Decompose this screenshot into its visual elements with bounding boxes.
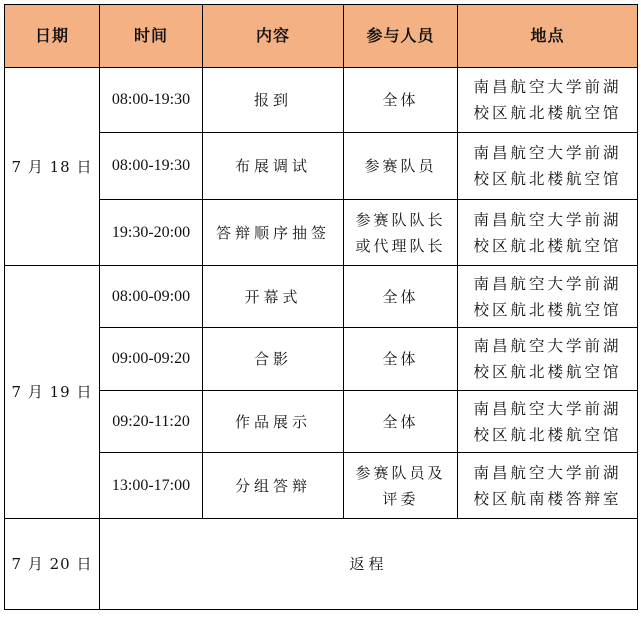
location-cell: [458, 68, 638, 133]
header-participants: 参与人员: [344, 5, 458, 68]
location-line: 校区航北楼航空馆: [473, 104, 622, 122]
location-cell: [458, 391, 638, 453]
header-content: 内容: [203, 5, 344, 68]
location-cell: [458, 133, 638, 200]
location-cell: [458, 200, 638, 266]
header-time: 时间: [100, 5, 203, 68]
location-line: 校区航北楼航空馆: [473, 425, 622, 444]
table-row: [5, 133, 638, 200]
content-cell: 答辩顺序抽签: [203, 200, 344, 266]
time-cell: 09:00-09:20: [100, 328, 203, 391]
header-location: 地点: [458, 5, 638, 68]
location-line: 校区航北楼航空馆: [473, 300, 622, 319]
location-line: 校区航南楼答辩室: [473, 489, 622, 508]
participants-cell: [344, 68, 458, 133]
location-cell: [458, 266, 638, 328]
location-line: 南昌航空大学前湖: [473, 274, 622, 293]
participants-line: 全体: [382, 412, 419, 431]
location-cell: [458, 328, 638, 391]
table-row: [5, 519, 638, 610]
participants-line: 参赛队队长: [355, 210, 446, 229]
participants-cell: [344, 200, 458, 266]
participants-cell: [344, 453, 458, 519]
table-row: [5, 328, 638, 391]
participants-cell: [344, 391, 458, 453]
content-cell: 合影: [203, 328, 344, 391]
header-row: [5, 5, 638, 68]
header-date: 日期: [5, 5, 100, 68]
table-row: [5, 200, 638, 266]
date-cell: 7 月 19 日: [5, 266, 100, 519]
time-cell: 08:00-19:30: [100, 133, 203, 200]
participants-line: 评委: [382, 489, 419, 508]
location-line: 南昌航空大学前湖: [473, 144, 622, 162]
participants-line: 参赛队员及: [355, 463, 446, 482]
table-row: [5, 68, 638, 133]
location-line: 南昌航空大学前湖: [473, 210, 622, 229]
time-cell: 08:00-19:30: [100, 68, 203, 133]
location-line: 校区航北楼航空馆: [473, 363, 622, 381]
content-cell: 分组答辩: [203, 453, 344, 519]
content-cell: 开幕式: [203, 266, 344, 328]
participants-line: 参赛队员: [364, 157, 437, 175]
time-cell: 19:30-20:00: [100, 200, 203, 266]
time-cell: 13:00-17:00: [100, 453, 203, 519]
table-row: [5, 453, 638, 519]
participants-line: 全体: [382, 350, 419, 368]
location-line: 校区航北楼航空馆: [473, 170, 622, 188]
location-line: 南昌航空大学前湖: [473, 337, 622, 355]
location-line: 校区航北楼航空馆: [473, 236, 622, 255]
schedule-table: [4, 4, 638, 610]
content-cell: 报到: [203, 68, 344, 133]
date-cell: 7 月 18 日: [5, 68, 100, 266]
participants-cell: [344, 133, 458, 200]
participants-cell: [344, 328, 458, 391]
location-line: 南昌航空大学前湖: [473, 78, 622, 96]
time-cell: 09:20-11:20: [100, 391, 203, 453]
location-line: 南昌航空大学前湖: [473, 399, 622, 418]
content-cell: 作品展示: [203, 391, 344, 453]
location-line: 南昌航空大学前湖: [473, 463, 622, 482]
table-row: [5, 266, 638, 328]
date-cell: 7 月 20 日: [5, 519, 100, 610]
return-trip-cell: 返程: [100, 519, 638, 610]
participants-line: 全体: [382, 287, 419, 306]
table-row: [5, 391, 638, 453]
participants-line: 全体: [382, 91, 419, 109]
participants-cell: [344, 266, 458, 328]
participants-line: 或代理队长: [355, 236, 446, 255]
content-cell: 布展调试: [203, 133, 344, 200]
location-cell: [458, 453, 638, 519]
time-cell: 08:00-09:00: [100, 266, 203, 328]
